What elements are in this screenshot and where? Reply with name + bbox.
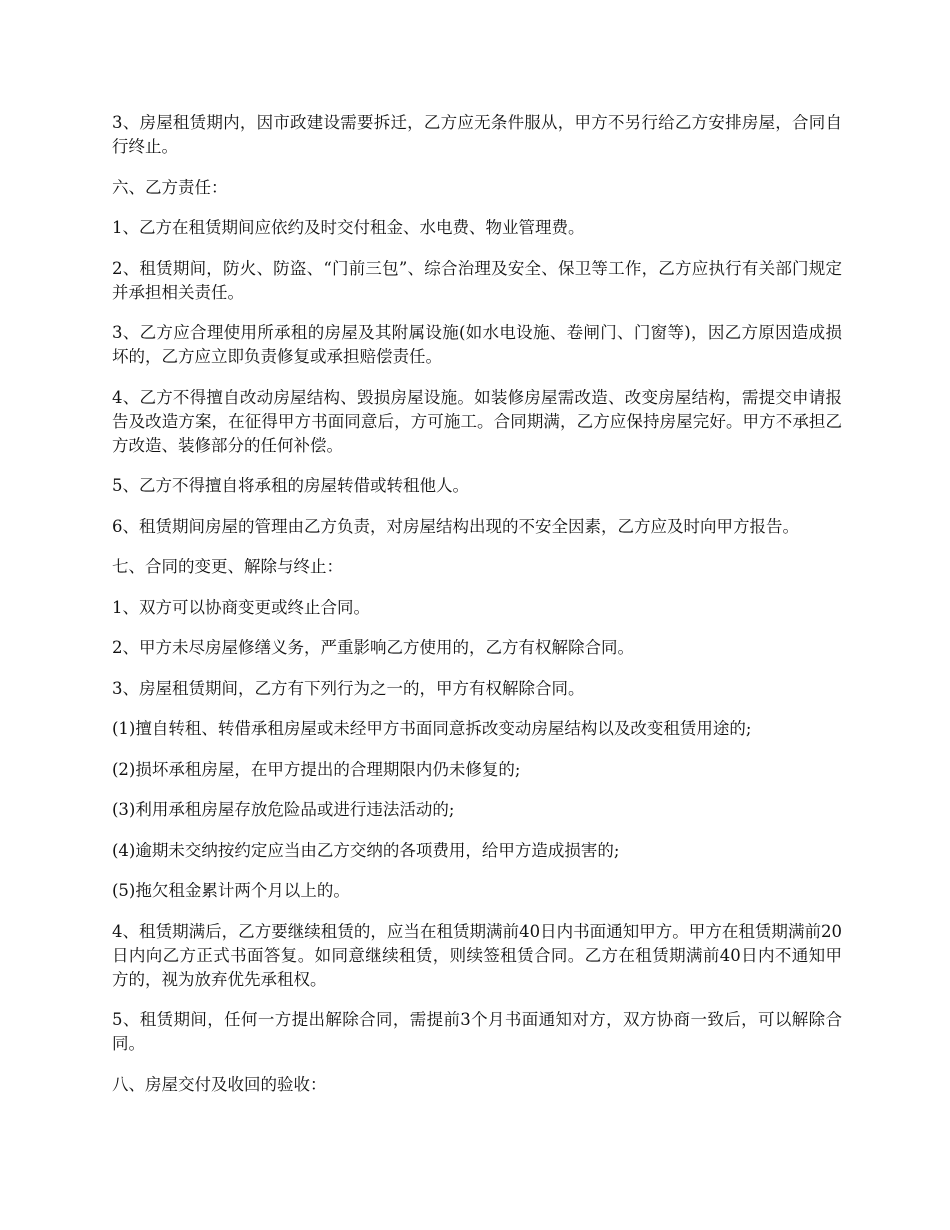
paragraph-no-sublet: 5、乙方不得擅自将承租的房屋转借或转租他人。 [112,476,469,495]
paragraph-proper-use: 3、乙方应合理使用所承租的房屋及其附属设施(如水电设施、卷闸门、门窗等)，因乙方原因造成损坏的，乙方应立即负责修复或承担赔偿责任。 [112,323,842,366]
paragraph-no-structural-change: 4、乙方不得擅自改动房屋结构、毁损房屋设施。如装修房屋需改造、改变房屋结构，需提交申请报告及改造方案，在征得甲方书面同意后，方可施工。合同期满，乙方应保持房屋完好。甲方不承担乙方改造、装修部分的任何补偿。 [112,387,842,455]
section-heading-handover-acceptance: 八、房屋交付及收回的验收： [112,1074,327,1094]
list-item-unauthorized-sublet: (1)擅自转租、转借承租房屋或未经甲方书面同意拆改变动房屋结构以及改变租赁用途的; [112,719,752,738]
paragraph-mutual-change: 1、双方可以协商变更或终止合同。 [112,597,370,617]
section-heading-tenant-duties: 六、乙方责任： [112,177,228,197]
paragraph-pay-fees: 1、乙方在租赁期间应依约及时交付租金、水电费、物业管理费。 [112,218,585,237]
paragraph-landlord-termination-rights: 3、房屋租赁期间，乙方有下列行为之一的，甲方有权解除合同。 [112,678,585,698]
section-heading-contract-change: 七、合同的变更、解除与终止： [112,557,343,576]
list-item-illegal-use: (3)利用承租房屋存放危险品或进行违法活动的; [112,800,455,819]
document-body [112,111,842,1113]
paragraph-early-termination: 5、租赁期间，任何一方提出解除合同，需提前3个月书面通知对方，双方协商一致后，可以解除合同。 [112,1010,842,1053]
list-item-damage-unrepaired: (2)损坏承租房屋，在甲方提出的合理期限内仍未修复的; [112,759,521,779]
paragraph-management: 6、租赁期间房屋的管理由乙方负责，对房屋结构出现的不安全因素，乙方应及时向甲方报告。 [112,516,799,536]
list-item-rent-arrears: (5)拖欠租金累计两个月以上的。 [112,881,350,900]
paragraph-renewal: 4、租赁期满后，乙方要继续租赁的，应当在租赁期满前40日内书面通知甲方。甲方在租赁期满前20日内向乙方正式书面答复。如同意继续租赁，则续签租赁合同。乙方在租赁期满前40日内不通知甲方的，视为放弃优先承租权。 [112,921,842,989]
paragraph-landlord-repair-failure: 2、甲方未尽房屋修缮义务，严重影响乙方使用的，乙方有权解除合同。 [112,638,634,657]
list-item-overdue-fees: (4)逾期未交纳按约定应当由乙方交纳的各项费用，给甲方造成损害的; [112,840,620,860]
paragraph-safety-duties: 2、租赁期间，防火、防盗、“门前三包”、综合治理及安全、保卫等工作，乙方应执行有关部门规定并承担相关责任。 [112,258,842,302]
paragraph-demolition-termination: 3、房屋租赁期内，因市政建设需要拆迁，乙方应无条件服从，甲方不另行给乙方安排房屋，合同自行终止。 [112,113,842,156]
